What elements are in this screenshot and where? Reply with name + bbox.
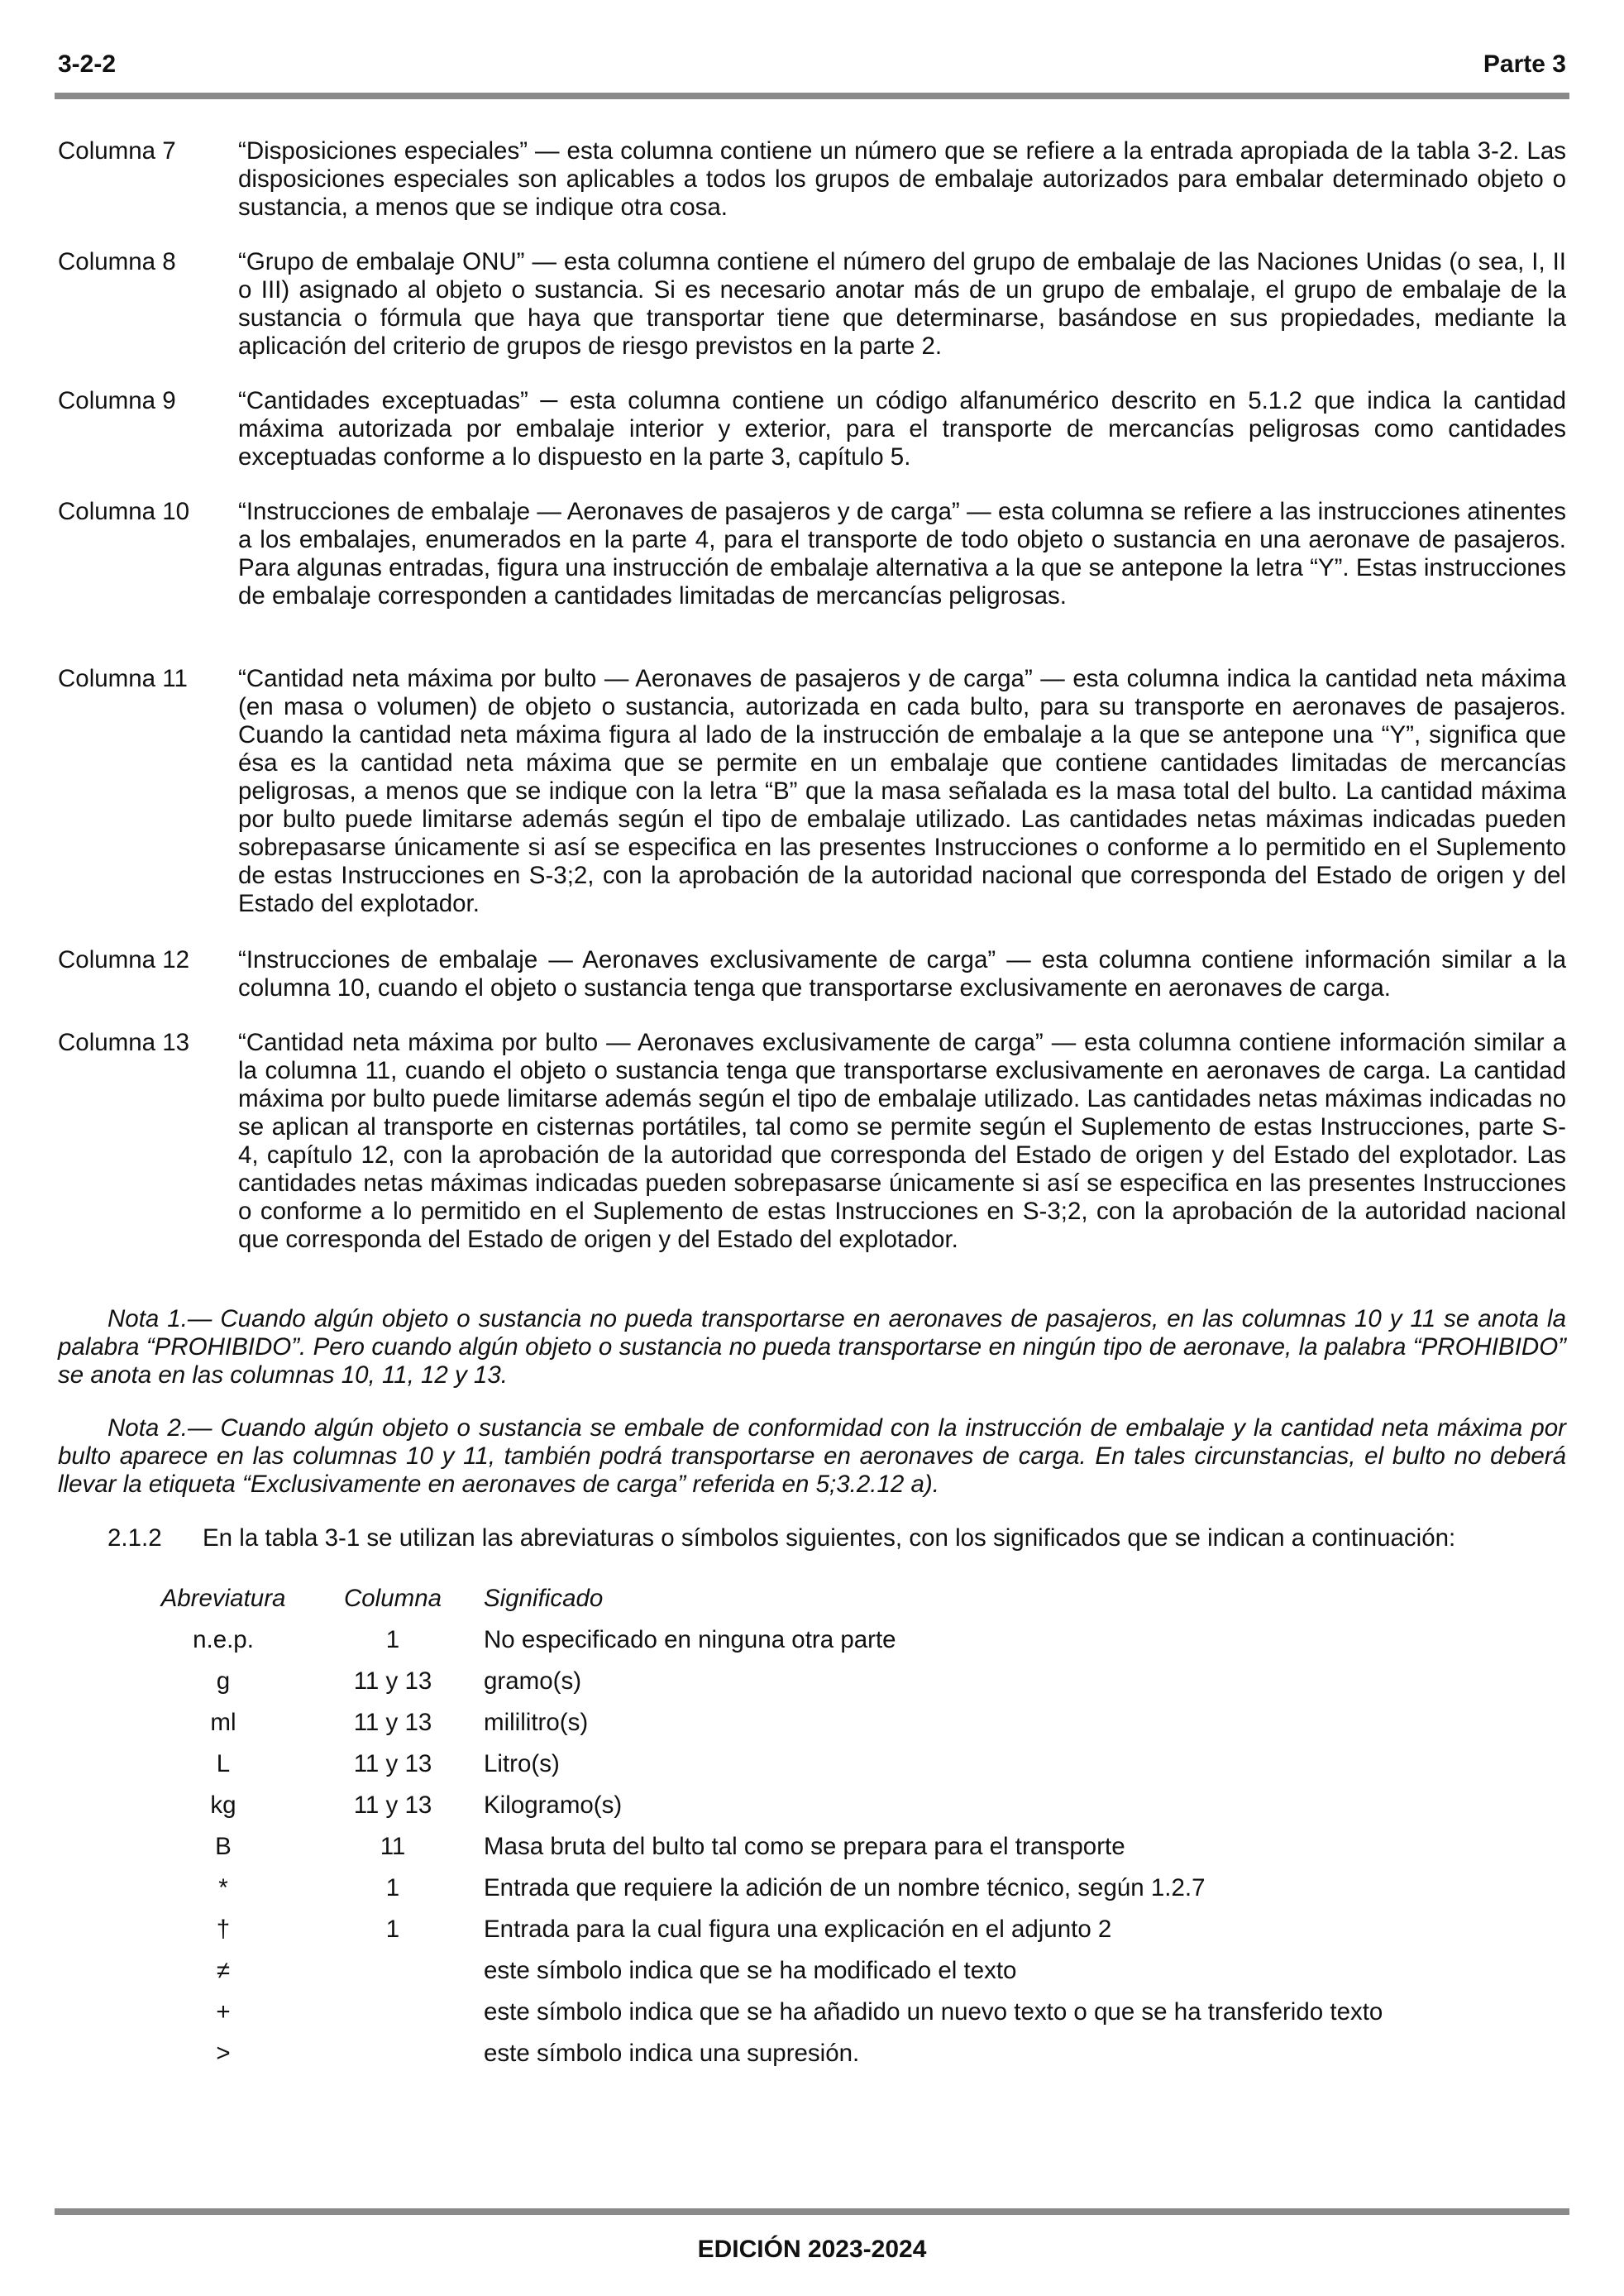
column-cell: 11 y 13 [353, 1667, 432, 1695]
column-description: “Cantidad neta máxima por bulto — Aeronaves de pasajeros y de carga” — esta columna indica la cantidad neta máxima (en masa o volumen) de objeto o sustancia, autorizada en cada bulto, para su transporte en aeronaves de pasajeros. Cuando la cantidad neta máxima figura al lado de la instrucción de embalaje a la que se antepone una “Y”, significa que ésa es la cantidad neta máxima que se permite en un embalaje que contiene cantidades limitadas de mercancías peligrosas, a menos que se indique con la letra “B” que la masa señalada es la masa total del bulto. La cantidad máxima por bulto puede limitarse además según el tipo de embalaje utilizado. Las cantidades netas máximas indicadas pueden sobrepasarse únicamente si así se especifica en las presentes Instrucciones o conforme a lo permitido en el Suplemento de estas Instrucciones en S-3;2, con la aprobación de la autoridad nacional que corresponda del Estado de origen y del Estado del explotador. [238, 665, 1566, 917]
column-entry-9 [58, 387, 1566, 471]
column-cell [302, 2033, 484, 2074]
table-row [145, 1950, 1383, 1992]
column-cell [302, 1992, 484, 2033]
abbreviation-cell: * [218, 1874, 228, 1901]
column-entry-10 [58, 498, 1566, 610]
abbreviation-cell: g [216, 1667, 231, 1695]
table-row [145, 1992, 1383, 2033]
meaning-cell: Entrada para la cual figura una explicación en el adjunto 2 [484, 1916, 1112, 1943]
abbreviation-cell: L [216, 1750, 231, 1777]
column-entry-11 [58, 665, 1566, 918]
note-2: Nota 2.— Cuando algún objeto o sustancia se embale de conformidad con la instrucción de embalaje y la cantidad neta máxima por bulto aparece en las columnas 10 y 11, también podrá transportarse en aeronaves de carga. En tales circunstancias, el bulto no deberá llevar la etiqueta “Exclusivamente en aeronaves de carga” referida en 5;3.2.12 a). [58, 1414, 1566, 1498]
meaning-cell: Entrada que requiere la adición de un nombre técnico, según 1.2.7 [484, 1874, 1206, 1901]
paragraph-number: 2.1.2 [107, 1524, 162, 1552]
page-number: 3-2-2 [58, 50, 117, 78]
paragraph-text: En la tabla 3-1 se utilizan las abreviaturas o símbolos siguientes, con los significados que se indican a continuación: [203, 1524, 1456, 1552]
table-header-row [145, 1578, 1383, 1619]
header-meaning: Significado [484, 1585, 604, 1612]
column-cell: 11 y 13 [353, 1791, 432, 1819]
abbreviation-cell: ≠ [216, 1957, 231, 1984]
abbreviation-cell: > [216, 2040, 231, 2067]
meaning-cell: Masa bruta del bulto tal como se prepara para el transporte [484, 1833, 1125, 1860]
header-abbreviation: Abreviatura [160, 1585, 286, 1612]
paragraph-2-1-2 [107, 1524, 1566, 1552]
header-column: Columna [343, 1585, 442, 1612]
header-rule [55, 93, 1569, 99]
column-label: Columna 10 [58, 498, 190, 525]
column-entry-13 [58, 1029, 1566, 1254]
column-description: “Cantidades exceptuadas” ─ esta columna contiene un código alfanumérico descrito en 5.1.2 que indica la cantidad máxima autorizada por embalaje interior y exterior, para el transporte de mercancías peligrosas como cantidades exceptuadas conforme a lo dispuesto en la parte 3, capítulo 5. [238, 387, 1566, 471]
column-entry-12 [58, 946, 1566, 1002]
meaning-cell: mililitro(s) [484, 1709, 589, 1736]
column-cell: 1 [385, 1626, 400, 1653]
abbreviation-cell: † [216, 1916, 231, 1943]
footer-rule [55, 2208, 1569, 2215]
table-row [145, 1785, 1383, 1826]
column-label: Columna 7 [58, 137, 176, 165]
column-description: “Disposiciones especiales” — esta columna contiene un número que se refiere a la entrada apropiada de la tabla 3-2. Las disposiciones especiales son aplicables a todos los grupos de embalaje autorizados para embalar determinado objeto o sustancia, a menos que se indique otra cosa. [238, 137, 1566, 221]
table-row [145, 1868, 1383, 1909]
column-label: Columna 8 [58, 248, 176, 275]
column-description: “Instrucciones de embalaje — Aeronaves de pasajeros y de carga” — esta columna se refiere a las instrucciones atinentes a los embalajes, enumerados en la parte 4, para el transporte de todo objeto o sustancia en una aeronave de pasajeros. Para algunas entradas, figura una instrucción de embalaje alternativa a la que se antepone la letra “Y”. Estas instrucciones de embalaje corresponden a cantidades limitadas de mercancías peligrosas. [238, 498, 1566, 610]
table-row [145, 1909, 1383, 1950]
abbreviation-cell: ml [210, 1709, 236, 1736]
meaning-cell: Kilogramo(s) [484, 1791, 623, 1819]
abbreviation-cell: kg [210, 1791, 236, 1819]
abbreviations-table [145, 1578, 1383, 2074]
note-1: Nota 1.— Cuando algún objeto o sustancia no pueda transportarse en aeronaves de pasajeros, en las columnas 10 y 11 se anota la palabra “PROHIBIDO”. Pero cuando algún objeto o sustancia no pueda transportarse en ningún tipo de aeronave, la palabra “PROHIBIDO” se anota en las columnas 10, 11, 12 y 13. [58, 1305, 1566, 1389]
table-row [145, 1826, 1383, 1868]
abbreviation-cell: n.e.p. [193, 1626, 254, 1653]
column-description: “Instrucciones de embalaje — Aeronaves exclusivamente de carga” — esta columna contiene información similar a la columna 10, cuando el objeto o sustancia tenga que transportarse exclusivamente en aeronaves de carga. [238, 946, 1566, 1002]
meaning-cell: este símbolo indica una supresión. [484, 2040, 860, 2067]
table-row [145, 1744, 1383, 1785]
meaning-cell: este símbolo indica que se ha modificado el texto [484, 1957, 1017, 1984]
column-cell: 11 [380, 1833, 406, 1860]
meaning-cell: Litro(s) [484, 1750, 560, 1777]
table-row [145, 1702, 1383, 1744]
column-label: Columna 12 [58, 946, 190, 973]
table-row [145, 2033, 1383, 2074]
column-label: Columna 11 [58, 665, 188, 692]
column-description: “Cantidad neta máxima por bulto — Aeronaves exclusivamente de carga” — esta columna contiene información similar a la columna 11, cuando el objeto o sustancia tenga que transportarse exclusivamente en aeronaves de carga. La cantidad máxima por bulto puede limitarse además según el tipo de embalaje utilizado. Las cantidades netas máximas indicadas no se aplican al transporte en cisternas portátiles, tal como se permite según el Suplemento de estas Instrucciones, parte S-4, capítulo 12, con la aprobación de la autoridad que corresponda del Estado de origen y del Estado del explotador. Las cantidades netas máximas indicadas pueden sobrepasarse únicamente si así se especifica en las presentes Instrucciones o conforme a lo permitido en el Suplemento de estas Instrucciones en S-3;2, con la aprobación de la autoridad nacional que corresponda del Estado de origen y del Estado del explotador. [238, 1029, 1566, 1253]
column-description: “Grupo de embalaje ONU” — esta columna contiene el número del grupo de embalaje de las Naciones Unidas (o sea, I, II o III) asignado al objeto o sustancia. Si es necesario anotar más de un grupo de embalaje, el grupo de embalaje de la sustancia o fórmula que haya que transportar tiene que determinarse, basándose en sus propiedades, mediante la aplicación del criterio de grupos de riesgo previstos en la parte 2. [238, 248, 1566, 360]
meaning-cell: gramo(s) [484, 1667, 582, 1695]
meaning-cell: No especificado en ninguna otra parte [484, 1626, 896, 1653]
meaning-cell: este símbolo indica que se ha añadido un nuevo texto o que se ha transferido texto [484, 1998, 1383, 2026]
column-cell: 1 [385, 1874, 400, 1901]
table-row [145, 1661, 1383, 1702]
abbreviation-cell: B [215, 1833, 232, 1860]
column-entry-8 [58, 248, 1566, 361]
column-cell: 11 y 13 [353, 1750, 432, 1777]
abbreviation-cell: + [216, 1998, 231, 2026]
column-entry-7 [58, 137, 1566, 222]
part-label: Parte 3 [1483, 50, 1566, 78]
table-row [145, 1619, 1383, 1661]
column-cell [302, 1950, 484, 1992]
column-label: Columna 9 [58, 387, 176, 414]
column-cell: 11 y 13 [353, 1709, 432, 1736]
column-cell: 1 [385, 1916, 400, 1943]
column-label: Columna 13 [58, 1029, 190, 1056]
edition-footer: EDICIÓN 2023-2024 [697, 2236, 927, 2263]
